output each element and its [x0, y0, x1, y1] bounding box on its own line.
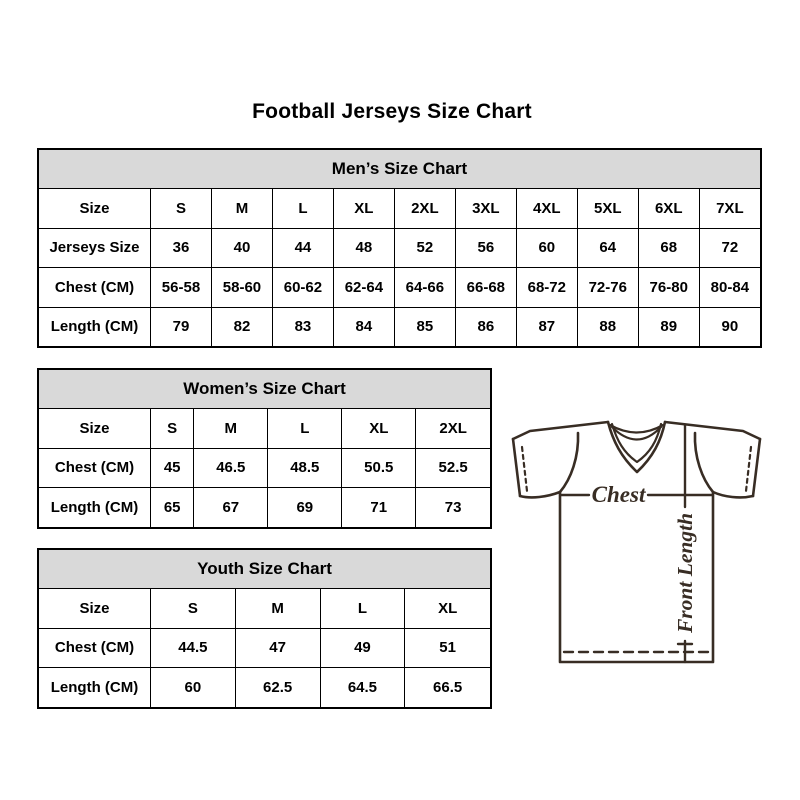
table-row	[38, 268, 761, 308]
jersey-left-sleeve-underside	[520, 492, 560, 497]
size-cell: 72-76	[577, 268, 638, 308]
row-label: Size	[38, 189, 151, 229]
size-cell: L	[320, 589, 405, 629]
size-cell: 44	[272, 228, 333, 268]
size-cell: 2XL	[394, 189, 455, 229]
size-cell: 71	[342, 488, 416, 528]
size-cell: 66.5	[405, 668, 491, 708]
size-cell: 56	[455, 228, 516, 268]
size-cell: M	[235, 589, 320, 629]
row-label: Length (CM)	[38, 488, 151, 528]
mens-table-title: Men’s Size Chart	[38, 149, 761, 189]
size-cell: 7XL	[699, 189, 761, 229]
size-cell: 36	[151, 228, 212, 268]
size-cell: 5XL	[577, 189, 638, 229]
womens-table-title: Women’s Size Chart	[38, 369, 491, 409]
size-cell: 49	[320, 628, 405, 668]
size-cell: 76-80	[638, 268, 699, 308]
row-label: Chest (CM)	[38, 628, 151, 668]
size-cell: 47	[235, 628, 320, 668]
size-cell: 3XL	[455, 189, 516, 229]
size-cell: M	[211, 189, 272, 229]
table-header-row	[38, 149, 761, 189]
size-cell: 4XL	[516, 189, 577, 229]
size-cell: 67	[194, 488, 268, 528]
table-header-row	[38, 549, 491, 589]
table-row	[38, 488, 491, 528]
size-cell: 64.5	[320, 668, 405, 708]
jersey-diagram	[495, 395, 780, 680]
front-length-measure-label: Front Length	[673, 512, 697, 634]
mens-size-table	[37, 148, 762, 348]
table-row	[38, 228, 761, 268]
size-cell: 46.5	[194, 448, 268, 488]
table-row	[38, 189, 761, 229]
jersey-left-shoulder-line	[513, 422, 608, 439]
size-cell: 64-66	[394, 268, 455, 308]
size-cell: 52.5	[416, 448, 491, 488]
size-cell: 90	[699, 307, 761, 347]
size-cell: S	[151, 589, 236, 629]
youth-size-table	[37, 548, 492, 709]
row-label: Chest (CM)	[38, 268, 151, 308]
jersey-left-armhole-seam	[560, 433, 578, 492]
size-cell: 65	[151, 488, 194, 528]
chest-measure-label: Chest	[591, 482, 646, 507]
size-cell: 62.5	[235, 668, 320, 708]
size-cell: 84	[333, 307, 394, 347]
page-title: Football Jerseys Size Chart	[252, 100, 532, 123]
size-cell: 56-58	[151, 268, 212, 308]
jersey-left-cuff-line	[513, 439, 520, 496]
size-cell: 80-84	[699, 268, 761, 308]
size-cell: 69	[268, 488, 342, 528]
size-cell: 72	[699, 228, 761, 268]
size-cell: 64	[577, 228, 638, 268]
row-label: Size	[38, 409, 151, 449]
size-cell: L	[272, 189, 333, 229]
jersey-right-sleeve-underside	[713, 492, 753, 497]
size-cell: S	[151, 409, 194, 449]
size-cell: M	[194, 409, 268, 449]
jersey-collar-outer-v	[608, 422, 665, 472]
jersey-right-armhole-seam	[695, 433, 713, 492]
table-row	[38, 628, 491, 668]
size-cell: 60	[516, 228, 577, 268]
row-label: Jerseys Size	[38, 228, 151, 268]
size-cell: XL	[333, 189, 394, 229]
size-cell: 82	[211, 307, 272, 347]
jersey-right-shoulder-line	[665, 422, 760, 439]
size-cell: 48.5	[268, 448, 342, 488]
size-cell: 89	[638, 307, 699, 347]
womens-size-table	[37, 368, 492, 529]
size-cell: 60-62	[272, 268, 333, 308]
table-row	[38, 668, 491, 708]
size-cell: 83	[272, 307, 333, 347]
jersey-right-cuff-line	[753, 439, 760, 496]
size-cell: 86	[455, 307, 516, 347]
row-label: Length (CM)	[38, 668, 151, 708]
size-cell: 68	[638, 228, 699, 268]
size-cell: 68-72	[516, 268, 577, 308]
size-cell: 62-64	[333, 268, 394, 308]
size-cell: 50.5	[342, 448, 416, 488]
table-row	[38, 409, 491, 449]
size-cell: 6XL	[638, 189, 699, 229]
size-cell: 45	[151, 448, 194, 488]
size-cell: 79	[151, 307, 212, 347]
row-label: Chest (CM)	[38, 448, 151, 488]
size-cell: 48	[333, 228, 394, 268]
size-cell: L	[268, 409, 342, 449]
size-cell: 52	[394, 228, 455, 268]
table-row	[38, 307, 761, 347]
size-cell: 44.5	[151, 628, 236, 668]
size-cell: 85	[394, 307, 455, 347]
size-cell: XL	[342, 409, 416, 449]
cuff-stitch-dashes-left	[522, 447, 527, 491]
size-cell: 2XL	[416, 409, 491, 449]
table-row	[38, 448, 491, 488]
table-header-row	[38, 369, 491, 409]
size-cell: 40	[211, 228, 272, 268]
size-cell: 73	[416, 488, 491, 528]
size-cell: 60	[151, 668, 236, 708]
size-cell: 51	[405, 628, 491, 668]
size-cell: 66-68	[455, 268, 516, 308]
row-label: Length (CM)	[38, 307, 151, 347]
size-cell: 58-60	[211, 268, 272, 308]
size-cell: XL	[405, 589, 491, 629]
size-cell: S	[151, 189, 212, 229]
cuff-stitch-dashes-right	[746, 447, 751, 491]
table-row	[38, 589, 491, 629]
row-label: Size	[38, 589, 151, 629]
size-cell: 87	[516, 307, 577, 347]
size-cell: 88	[577, 307, 638, 347]
youth-table-title: Youth Size Chart	[38, 549, 491, 589]
